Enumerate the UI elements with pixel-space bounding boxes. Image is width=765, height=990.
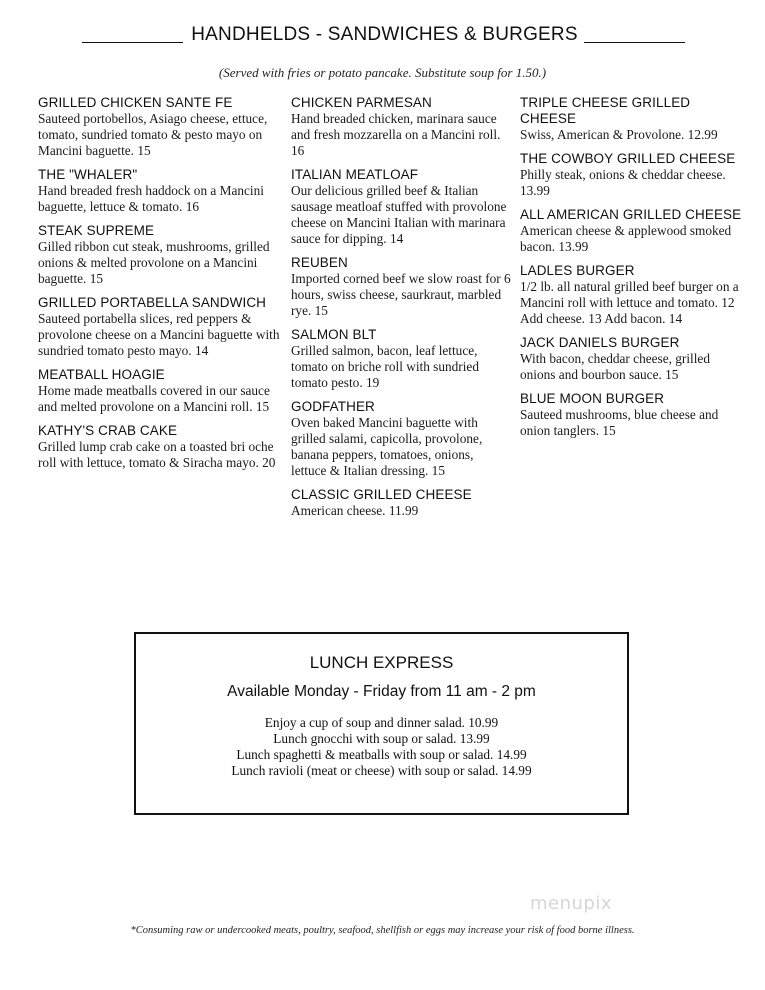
- item-description: Imported corned beef we slow roast for 6 hours, swiss cheese, saurkraut, marbled rye. 15: [291, 271, 511, 318]
- item-name: GODFATHER: [291, 399, 375, 414]
- lunch-item: Lunch spaghetti & meatballs with soup or salad. 14.99: [236, 747, 527, 762]
- item-description: Hand breaded fresh haddock on a Mancini baguette, lettuce & tomato. 16: [38, 183, 264, 214]
- item-description: With bacon, cheddar cheese, grilled onions and bourbon sauce. 15: [520, 351, 710, 382]
- item-name: MEATBALL HOAGIE: [38, 367, 165, 382]
- item-description: Sauteed portabella slices, red peppers & provolone cheese on a Mancini baguette with sundried tomato pesto mayo. 14: [38, 311, 280, 358]
- footnote: *Consuming raw or undercooked meats, poultry, seafood, shellfish or eggs may increase your risk of food borne illness.: [130, 925, 635, 936]
- item-name: GRILLED CHICKEN SANTE FE: [38, 95, 233, 110]
- lunch-item: Lunch gnocchi with soup or salad. 13.99: [273, 731, 490, 746]
- item-description: Hand breaded chicken, marinara sauce and fresh mozzarella on a Mancini roll. 16: [291, 111, 501, 158]
- menu-item: [38, 223, 283, 287]
- item-name: THE "WHALER": [38, 167, 138, 182]
- menu-item: [291, 167, 511, 247]
- item-description: Sauteed mushrooms, blue cheese and onion tanglers. 15: [520, 407, 719, 438]
- item-name: BLUE MOON BURGER: [520, 391, 665, 406]
- item-addons: Add cheese. 13 Add bacon. 14: [520, 311, 683, 326]
- item-name: CLASSIC GRILLED CHEESE: [291, 487, 472, 502]
- menu-item: [520, 391, 748, 439]
- menu-header: [82, 24, 685, 46]
- item-name: SALMON BLT: [291, 327, 377, 342]
- item-description: American cheese & applewood smoked bacon. 13.99: [520, 223, 732, 254]
- menu-item: [291, 255, 511, 319]
- lunch-title: LUNCH EXPRESS: [309, 653, 454, 672]
- item-name: JACK DANIELS BURGER: [520, 335, 680, 350]
- item-name: ALL AMERICAN GRILLED CHEESE: [520, 207, 742, 222]
- item-description: Swiss, American & Provolone. 12.99: [520, 127, 718, 142]
- menu-item: [520, 151, 748, 199]
- lunch-list: [136, 715, 627, 779]
- item-name: TRIPLE CHEESE GRILLED CHEESE: [520, 95, 691, 126]
- menu-item: [291, 487, 511, 519]
- item-name: KATHY'S CRAB CAKE: [38, 423, 178, 438]
- menu-item: [520, 207, 748, 255]
- menu-item: [291, 95, 511, 159]
- menu-column-2: [291, 95, 511, 527]
- menu-item: [38, 423, 283, 471]
- menu-item: [38, 167, 283, 215]
- menu-item: [38, 367, 283, 415]
- menu-item: [520, 335, 748, 383]
- menu-column-3: [520, 95, 748, 447]
- header-rule-left: [82, 41, 183, 43]
- lunch-express-box: [134, 632, 629, 815]
- item-description: Sauteed portobellos, Asiago cheese, ettuce, tomato, sundried tomato & pesto mayo on Mancini baguette. 15: [38, 111, 268, 158]
- menu-item: [520, 263, 748, 327]
- menu-item: [291, 327, 511, 391]
- item-description: 1/2 lb. all natural grilled beef burger on a Mancini roll with lettuce and tomato. 12: [520, 279, 739, 310]
- item-name: GRILLED PORTABELLA SANDWICH: [38, 295, 267, 310]
- item-name: THE COWBOY GRILLED CHEESE: [520, 151, 736, 166]
- lunch-hours: Available Monday - Friday from 11 am - 2 pm: [227, 683, 536, 700]
- item-name: STEAK SUPREME: [38, 223, 155, 238]
- item-description: Oven baked Mancini baguette with grilled salami, capicolla, provolone, banana peppers, tomatoes, onions, lettuce & Italian dressing. 15: [291, 415, 483, 478]
- item-description: Philly steak, onions & cheddar cheese. 13.99: [520, 167, 726, 198]
- menu-column-1: [38, 95, 283, 479]
- item-name: LADLES BURGER: [520, 263, 635, 278]
- item-description: Home made meatballs covered in our sauce and melted provolone on a Mancini roll. 15: [38, 383, 270, 414]
- lunch-item: Lunch ravioli (meat or cheese) with soup or salad. 14.99: [231, 763, 532, 778]
- header-rule-right: [584, 41, 685, 43]
- menu-item: [291, 399, 511, 479]
- page-title: HANDHELDS - SANDWICHES & BURGERS: [191, 24, 578, 45]
- item-description: Grilled salmon, bacon, leaf lettuce, tomato on briche roll with sundried tomato pesto. 19: [291, 343, 479, 390]
- item-description: American cheese. 11.99: [291, 503, 419, 518]
- watermark-logo: menupix: [530, 893, 613, 914]
- item-name: CHICKEN PARMESAN: [291, 95, 432, 110]
- item-description: Our delicious grilled beef & Italian sausage meatloaf stuffed with provolone cheese on Mancini Italian with marinara sauce for dipping. 14: [291, 183, 507, 246]
- item-description: Gilled ribbon cut steak, mushrooms, grilled onions & melted provolone on a Mancini baguette. 15: [38, 239, 270, 286]
- menu-item: [38, 95, 283, 159]
- page-subtitle: (Served with fries or potato pancake. Substitute soup for 1.50.): [218, 65, 547, 80]
- menu-item: [38, 295, 283, 359]
- item-name: REUBEN: [291, 255, 348, 270]
- lunch-item: Enjoy a cup of soup and dinner salad. 10.99: [264, 715, 499, 730]
- item-description: Grilled lump crab cake on a toasted bri oche roll with lettuce, tomato & Siracha mayo. 20: [38, 439, 276, 470]
- item-name: ITALIAN MEATLOAF: [291, 167, 419, 182]
- menu-item: [520, 95, 748, 143]
